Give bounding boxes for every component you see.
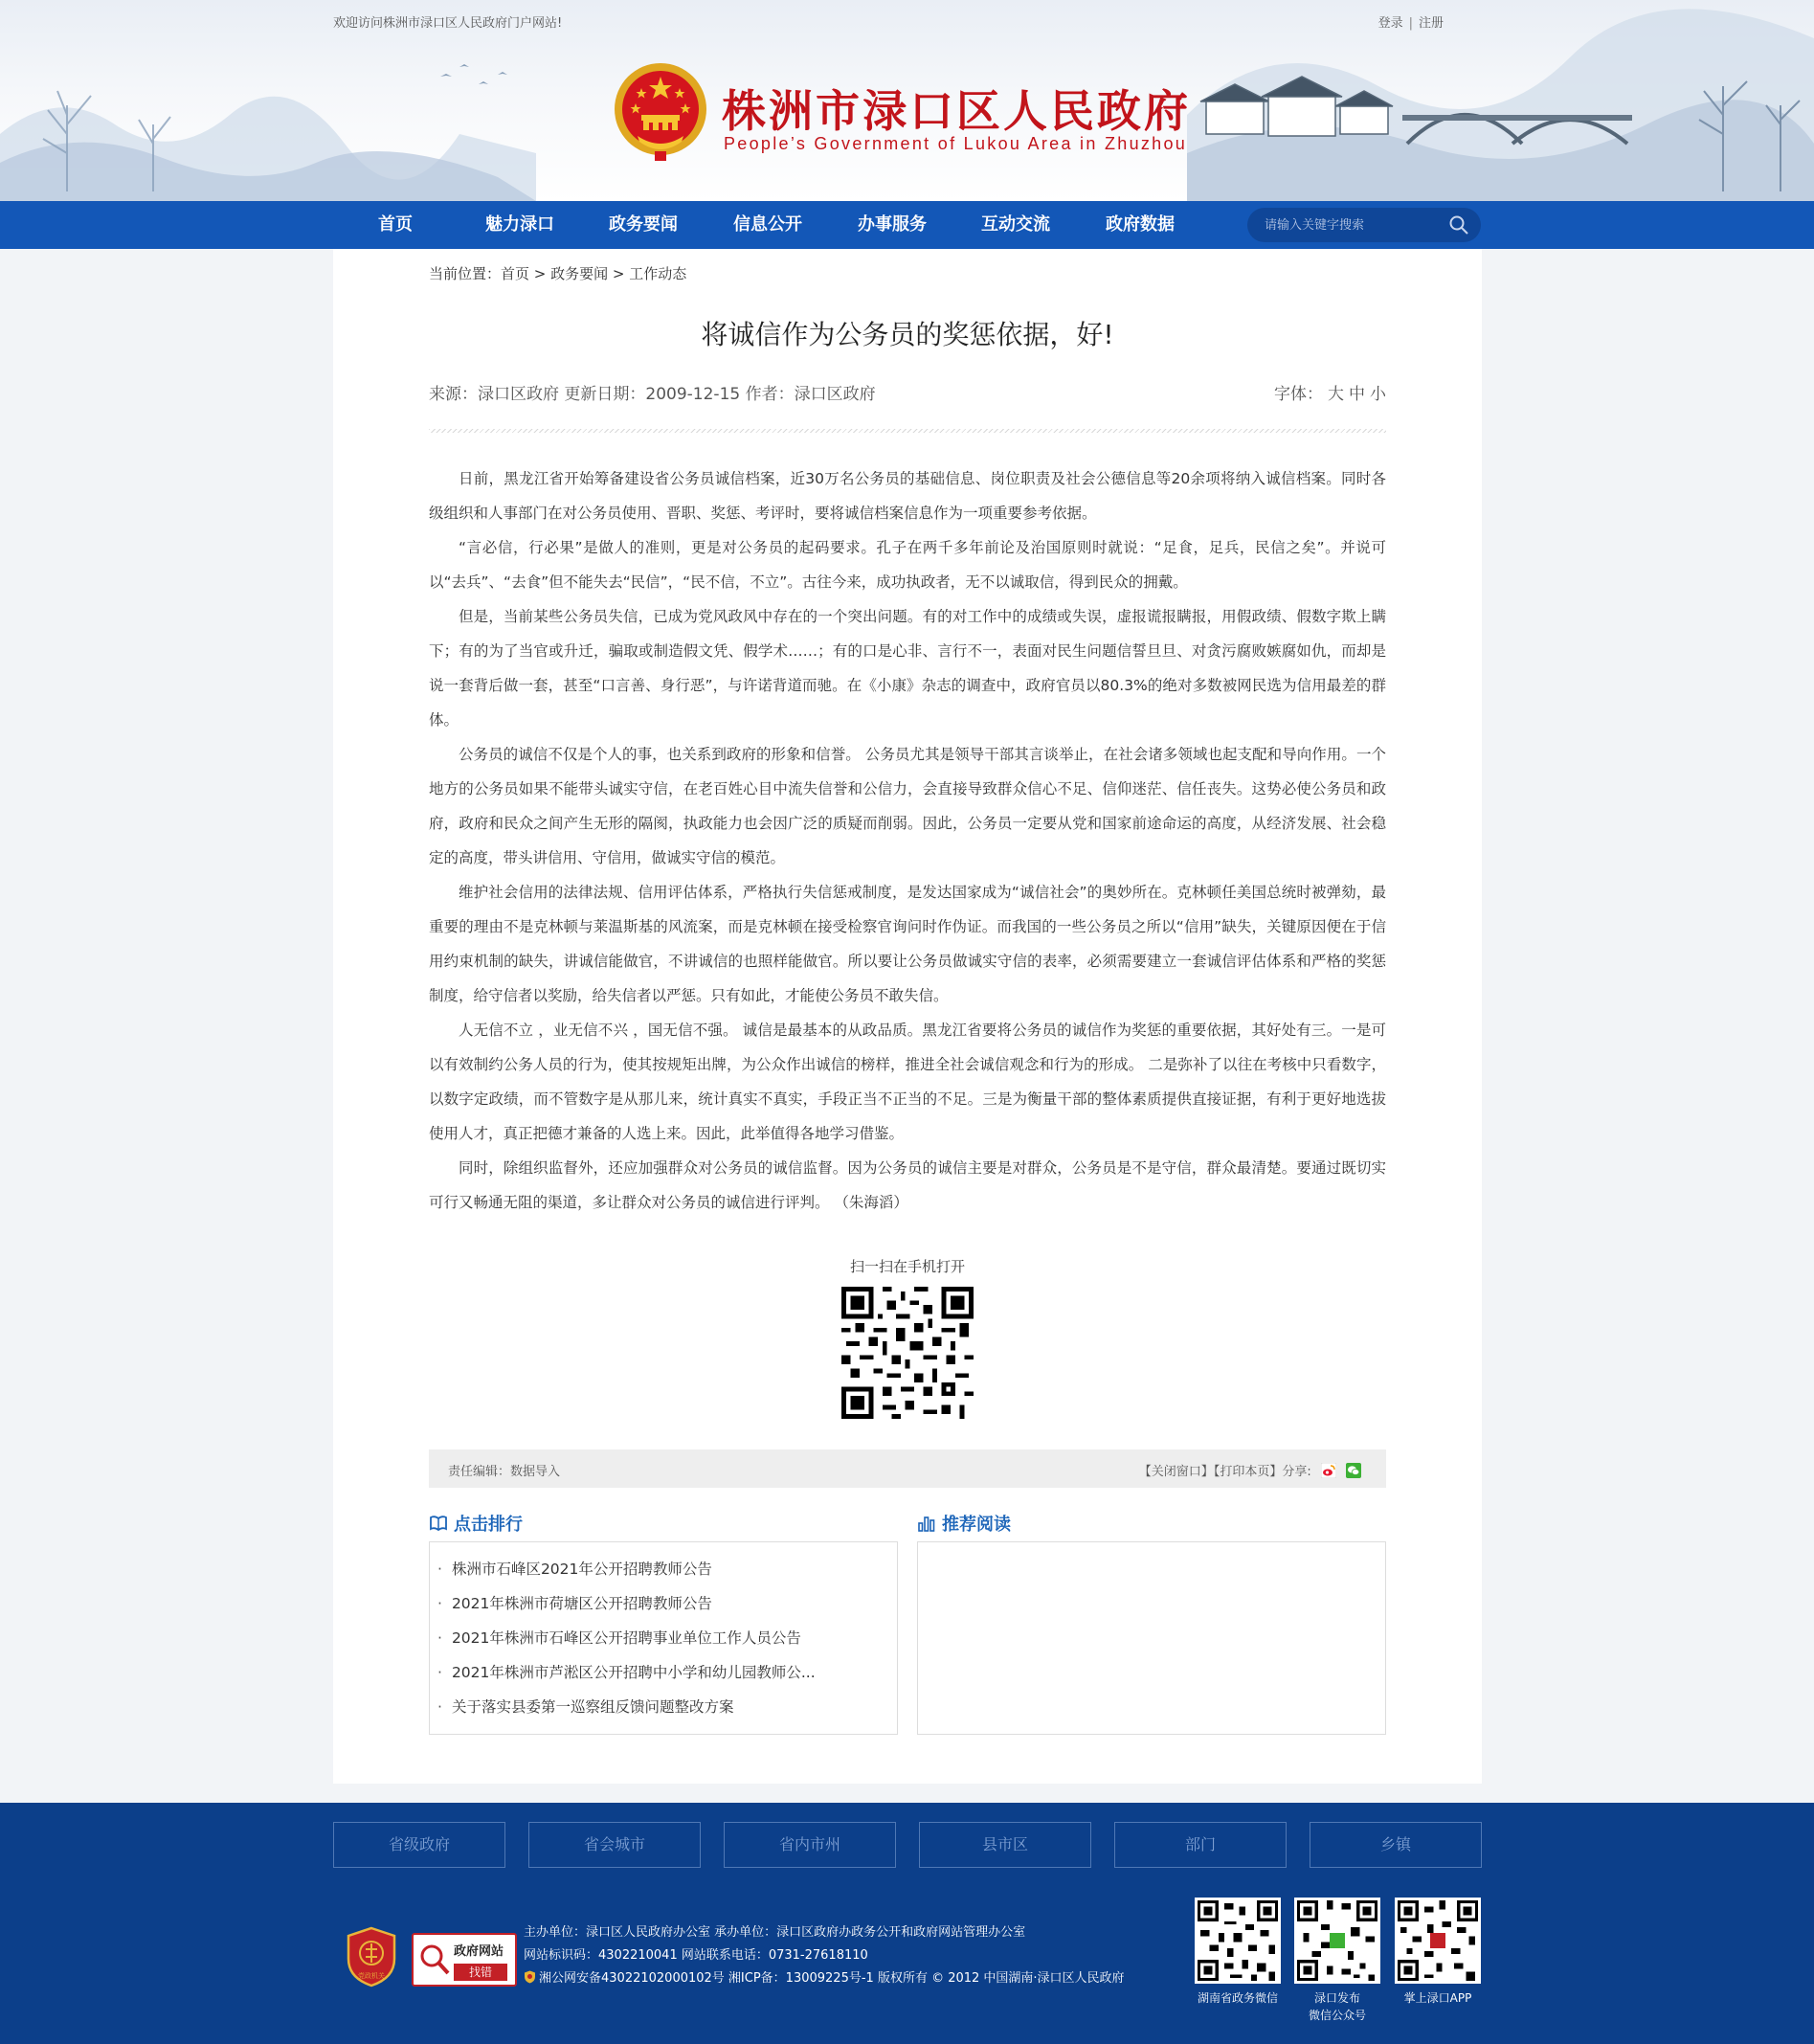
author-value: 渌口区政府 (794, 385, 876, 404)
bar-chart-icon (917, 1514, 936, 1533)
article-paragraph: 公务员的诚信不仅是个人的事，也关系到政府的形象和信誉。 公务员尤其是领导干部其言谈举止，在社会诸多领域也起支配和导向作用。一个地方的公务员如果不能带头诚实守信，在老百姓心目中流失信誉和公信力，会直接导致群众信心不足、信仰迷茫、信任丧失。这势必使公务员和政府，政府和民众之间产生无形的隔阂，执政能力也会因广泛的质疑而削弱。因此，公务员一定要从党和国家前途命运的高度，从经济发展、社会稳定的高度，带头讲信用、守信用，做诚实守信的模范。 (429, 746, 1386, 866)
ranking-title: 点击排行 (454, 1515, 523, 1535)
ranking-item-text: 株洲市石峰区2021年公开招聘教师公告 (451, 1561, 712, 1578)
breadcrumb-sep: > (529, 265, 551, 282)
bullet: · (437, 1664, 442, 1681)
svg-text:党政机关: 党政机关 (358, 1972, 385, 1980)
font-size-large[interactable]: 大 (1328, 385, 1344, 404)
national-emblem-logo (613, 59, 708, 165)
qr-label-lukou-wechat: 渌口发布 微信公众号 (1308, 1991, 1366, 2022)
article-body (429, 461, 1386, 1220)
site-header (0, 0, 1814, 201)
editor-bar (429, 1449, 1386, 1488)
article-container (333, 249, 1482, 1784)
footer-line-icp (524, 1967, 1125, 1990)
site-title: 株洲市渌口区人民政府 (722, 85, 1191, 137)
lukou-wechat-qr-icon (1294, 1898, 1380, 1984)
gov-site-error-report-badge[interactable] (412, 1933, 517, 1987)
search-input[interactable] (1265, 215, 1437, 235)
author-label: 作者： (745, 385, 795, 404)
bullet: · (437, 1561, 442, 1578)
nav-item-info-disclosure[interactable]: 信息公开 (733, 214, 802, 235)
ranking-section-title (429, 1511, 523, 1536)
print-page-button[interactable]: 【打印本页】 (1213, 1465, 1283, 1479)
article-actions (1139, 1461, 1361, 1479)
footer-line-organizer: 主办单位：渌口区人民政府办公室 承办单位：渌口区政府办政务公开和政府网站管理办公室 (524, 1925, 1026, 1940)
article-meta (429, 380, 876, 404)
nav-item-home[interactable]: 首页 (378, 214, 413, 235)
recommend-list-box (917, 1541, 1386, 1735)
main-nav (0, 201, 1814, 249)
auth-links (1378, 12, 1444, 31)
breadcrumb-work-updates[interactable]: 工作动态 (629, 265, 687, 282)
nav-item-services[interactable]: 办事服务 (858, 214, 927, 235)
font-size-switcher (1274, 380, 1386, 404)
font-size-label: 字体： (1274, 385, 1323, 404)
footer-tab-counties[interactable]: 县市区 (919, 1822, 1091, 1868)
magnifier-icon (418, 1943, 451, 1977)
article-paragraph: 人无信不立 ，业无信不兴 ，国无信不强。 诚信是最基本的从政品质。黑龙江省要将公务员的诚信作为奖惩的重要依据，其好处有三。一是可以有效制约公务人员的行为，使其按规矩出牌，为公众作出诚信的榜样，推进全社会诚信观念和行为的形成。 二是弥补了以往在考核中只看数字，以数字定政绩，而不管数字是从那儿来，统计真实不真实，手段正当不正当的不足。三是为衡量干部的整体素质提供直接证据，有利于更好地选拔使用人才，真正把德才兼备的人选上来。因此，此举值得各地学习借鉴。 (429, 1022, 1386, 1142)
footer-tab-provincial-gov[interactable]: 省级政府 (333, 1822, 505, 1868)
ranking-item[interactable] (437, 1655, 897, 1690)
qr-label: 扫一扫在手机打开 (849, 1258, 965, 1275)
ranking-list-box (429, 1541, 898, 1735)
ranking-item-text: 2021年株洲市芦淞区公开招聘中小学和幼儿园教师公... (451, 1664, 816, 1681)
meta-divider (429, 429, 1386, 433)
auth-divider: | (1408, 16, 1413, 31)
search-icon[interactable] (1448, 214, 1469, 236)
bullet: · (437, 1698, 442, 1716)
source-label: 来源： (429, 385, 478, 404)
article-paragraph: 同时，除组织监督外，还应加强群众对公务员的诚信监督。因为公务员的诚信主要是对群众，公务员是不是守信，群众最清楚。要通过既切实可行又畅通无阻的渠道，多让群众对公务员的诚信进行评判。 （朱海滔） (429, 1159, 1386, 1211)
ranking-item-text: 关于落实县委第一巡察组反馈问题整改方案 (451, 1698, 734, 1716)
login-link[interactable]: 登录 (1377, 16, 1403, 31)
welcome-text: 欢迎访问株洲市渌口区人民政府门户网站! (333, 16, 563, 31)
nav-item-charm-lukou[interactable]: 魅力渌口 (485, 214, 554, 235)
article-title: 将诚信作为公务员的奖惩依据，好! (701, 319, 1114, 350)
breadcrumb-prefix: 当前位置： (429, 265, 502, 282)
nav-item-gov-news[interactable]: 政务要闻 (609, 214, 678, 235)
bullet: · (437, 1629, 442, 1647)
font-size-medium[interactable]: 中 (1349, 385, 1365, 404)
breadcrumb-home[interactable]: 首页 (501, 265, 530, 282)
qr-label-hunan-wechat: 湖南省政务微信 (1197, 1991, 1278, 2005)
article-paragraph: 日前，黑龙江省开始筹备建设省公务员诚信档案，近30万名公务员的基础信息、岗位职责及社会公德信息等20余项将纳入诚信档案。同时各级组织和人事部门在对公务员使用、晋职、奖惩、考评时，要将诚信档案信息作为一项重要参考依据。 (429, 470, 1386, 522)
source-value: 渌口区政府 (478, 385, 559, 404)
site-subtitle: People’s Government of Lukou Area in Zhuzhou (724, 134, 1188, 153)
qr-code-icon (841, 1287, 974, 1419)
share-label: 分享: (1282, 1465, 1311, 1479)
footer-tab-cities-in-province[interactable]: 省内市州 (724, 1822, 896, 1868)
site-footer (0, 1803, 1814, 2044)
footer-line-icp-text: 湘公网安备43022102000102号 湘ICP备：13009225号-1 版权所有 © 2012 中国湖南·渌口区人民政府 (539, 1971, 1125, 1986)
weibo-share-icon[interactable] (1321, 1463, 1336, 1478)
party-gov-organ-badge[interactable] (345, 1926, 398, 1988)
wechat-share-icon[interactable] (1346, 1463, 1361, 1478)
breadcrumb-gov-news[interactable]: 政务要闻 (550, 265, 609, 282)
article-paragraph: 维护社会信用的法律法规、信用评估体系，严格执行失信惩戒制度，是发达国家成为“诚信社会”的奥妙所在。克林顿任美国总统时被弹劾，最重要的理由不是克林顿与莱温斯基的风流案，而是克林顿在接受检察官询问时作伪证。而我国的一些公务员之所以“信用”缺失，关键原因便在于信用约束机制的缺失，讲诚信能做官，不讲诚信的也照样能做官。所以要让公务员做诚实守信的表率，必须需要建立一套诚信评估体系和严格的奖惩制度，给守信者以奖励，给失信者以严惩。只有如此，才能使公务员不敢失信。 (429, 884, 1386, 1004)
date-label: 更新日期： (564, 385, 646, 404)
article-paragraph: “言必信，行必果”是做人的准则，更是对公务员的起码要求。孔子在两千多年前论及治国原则时就说：“足食，足兵，民信之矣”。并说可以“去兵”、“去食”但不能失去“民信”，“民不信，不立”。古往今来，成功执政者，无不以诚取信，得到民众的拥戴。 (429, 539, 1386, 591)
ranking-item[interactable] (437, 1586, 897, 1621)
footer-tab-departments[interactable]: 部门 (1114, 1822, 1287, 1868)
article-paragraph: 但是，当前某些公务员失信，已成为党风政风中存在的一个突出问题。有的对工作中的成绩或失误，虚报谎报瞒报，用假政绩、假数字欺上瞒下；有的为了当官或升迁，骗取或制造假文凭、假学术……；有的口是心非、言行不一，表面对民生问题信誓旦旦、对贪污腐败嫉腐如仇，而却是说一套背后做一套，甚至“口言善、身行恶”，与许诺背道而驰。在《小康》杂志的调查中，政府官员以80.3%的绝对多数被网民选为信用最差的群体。 (429, 608, 1386, 729)
nav-item-gov-data[interactable]: 政府数据 (1106, 214, 1175, 235)
breadcrumb (429, 263, 686, 283)
close-window-button[interactable]: 【关闭窗口】 (1138, 1465, 1214, 1479)
footer-line-site-id: 网站标识码：4302210041 网站联系电话：0731-27618110 (524, 1948, 868, 1963)
ranking-item[interactable] (437, 1690, 897, 1724)
register-link[interactable]: 注册 (1418, 16, 1444, 31)
qr-label-lukou-app: 掌上渌口APP (1403, 1991, 1472, 2005)
ranking-item[interactable] (437, 1552, 897, 1586)
footer-tab-capital-cities[interactable]: 省会城市 (528, 1822, 701, 1868)
lukou-app-qr-icon (1395, 1898, 1481, 1984)
hunan-wechat-qr-icon (1195, 1898, 1281, 1984)
right-landscape-decoration (1187, 0, 1814, 201)
breadcrumb-sep: > (608, 265, 630, 282)
footer-tab-townships[interactable]: 乡镇 (1310, 1822, 1482, 1868)
date-value: 2009-12-15 (645, 385, 741, 404)
ranking-item-text: 2021年株洲市石峰区公开招聘事业单位工作人员公告 (451, 1629, 801, 1647)
recommend-title: 推荐阅读 (942, 1515, 1011, 1535)
bullet: · (437, 1595, 442, 1612)
book-icon (429, 1514, 448, 1533)
ranking-item[interactable] (437, 1621, 897, 1655)
recommend-section-title (917, 1511, 1011, 1536)
nav-item-interaction[interactable]: 互动交流 (981, 214, 1050, 235)
search-box (1247, 208, 1481, 242)
footer-info (524, 1921, 1125, 1990)
responsible-editor: 责任编辑：数据导入 (448, 1465, 561, 1479)
police-shield-icon (524, 1970, 536, 1984)
badge2-top-text: 政府网站 (454, 1944, 504, 1959)
badge2-bottom-text: 找错 (454, 1964, 507, 1981)
font-size-small[interactable]: 小 (1370, 385, 1386, 404)
ranking-item-text: 2021年株洲市荷塘区公开招聘教师公告 (451, 1595, 712, 1612)
